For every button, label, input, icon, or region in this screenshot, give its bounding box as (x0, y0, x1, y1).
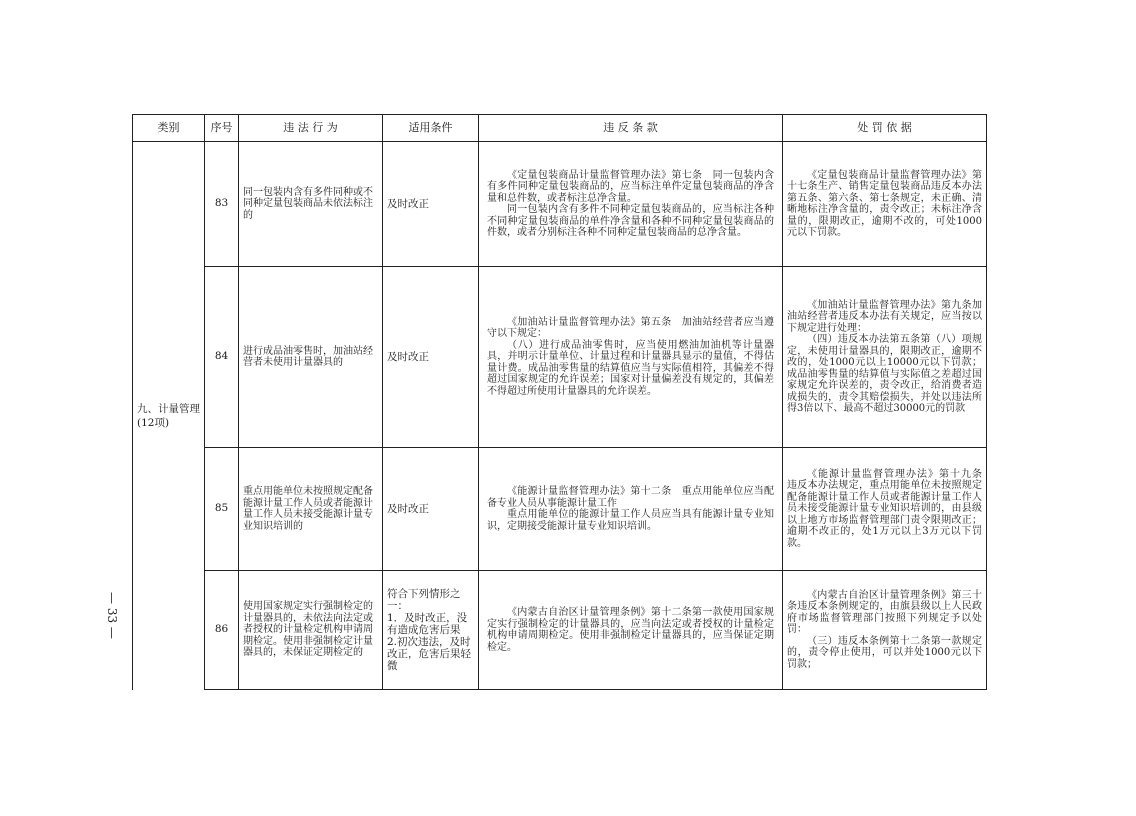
penalty-cell (783, 267, 987, 448)
condition-cell: 符合下列情形之一： 1．及时改正，没有造成危害后果 2.初次违法，及时改正，危害后果轻微 (383, 571, 479, 690)
penalty-cell (783, 571, 987, 690)
penalty-cell (783, 142, 987, 267)
seq-cell: 84 (205, 267, 239, 448)
header-seq: 序号 (205, 115, 239, 142)
penalty-paragraph: （三）违反本条例第十二条第一款规定的，责令停止使用，可以并处1000元以下罚款； (787, 635, 982, 670)
table-row (133, 142, 987, 267)
clause-cell (479, 267, 783, 448)
clause-cell (479, 448, 783, 571)
clause-paragraph: 《加油站计量监督管理办法》第五条 加油站经营者应当遵守以下规定： (487, 316, 774, 340)
violation-cell: 同一包装内含有多件同种或不同种定量包装商品未依法标注的 (239, 142, 383, 267)
violation-cell: 使用国家规定实行强制检定的计量器具的，未依法向法定或者授权的计量检定机构申请周期检定。使用非强制检定计量器具的，未保证定期检定的 (239, 571, 383, 690)
penalty-paragraph: 《加油站计量监督管理办法》第九条加油站经营者违反本办法有关规定，应当按以下规定进行处理： (787, 299, 982, 334)
clause-paragraph: 同一包装内含有多件不同种定量包装商品的，应当标注各种不同种定量包装商品的单件净含量和各种不同种定量包装商品的件数，或者分别标注各种不同种定量包装商品的总净含量。 (487, 204, 774, 238)
clause-paragraph: 《定量包装商品计量监督管理办法》第七条 同一包装内含有多件同种定量包装商品的，应当标注单件定量包装商品的净含量和总件数，或者标注总净含量。 (487, 169, 774, 204)
penalty-paragraph: 《能源计量监督管理办法》第十九条 违反本办法规定，重点用能单位未按照规定配备能源计量工作人员或者能源计量工作人员未接受能源计量专业知识培训的，由县级以上地方市场监督管理部门责令限期改正；逾期不改正的，处1万元以上3万元以下罚款。 (787, 468, 992, 549)
header-category: 类别 (133, 115, 205, 142)
clause-cell (479, 571, 783, 690)
header-violation: 违 法 行 为 (239, 115, 383, 142)
penalty-table (132, 114, 992, 690)
clause-paragraph: （八）进行成品油零售时，应当使用燃油加油机等计量器具，并明示计量单位、计量过程和计量器具显示的量值，不得估量计费。成品油零售量的结算值应当与实际值相符，其偏差不得超过国家规定的允许误差；国家对计量偏差没有规定的，其偏差不得超过所使用计量器具的允许误差。 (487, 339, 774, 397)
table-row (133, 267, 987, 448)
clause-cell (479, 142, 783, 267)
seq-cell: 85 (205, 448, 239, 571)
clause-paragraph: 《能源计量监督管理办法》第十二条 重点用能单位应当配备专业人员从事能源计量工作 (487, 486, 774, 509)
seq-cell: 83 (205, 142, 239, 267)
header-condition: 适用条件 (383, 115, 479, 142)
table-row (133, 571, 987, 690)
violation-cell: 进行成品油零售时，加油站经营者未使用计量器具的 (239, 267, 383, 448)
clause-paragraph: 重点用能单位的能源计量工作人员应当具有能源计量专业知识，定期接受能源计量专业知识培训。 (487, 509, 774, 532)
violation-cell: 重点用能单位未按照规定配备能源计量工作人员或者能源计量工作人员未接受能源计量专业知识培训的 (239, 448, 383, 571)
condition-cell: 及时改正 (383, 267, 479, 448)
condition-cell: 及时改正 (383, 142, 479, 267)
condition-cell: 及时改正 (383, 448, 479, 571)
table-row (133, 448, 987, 571)
header-penalty: 处 罚 依 据 (783, 115, 987, 142)
header-clause: 违 反 条 款 (479, 115, 783, 142)
penalty-paragraph: （四）违反本办法第五条第（八）项规定，未使用计量器具的，限期改正，逾期不改的，处1000元以上10000元以下罚款；成品油零售量的结算值与实际值之差超过国家规定允许误差的，责令改正，给消费者造成损失的，责令其赔偿损失，并处以违法所得3倍以下、最高不超过30000元的罚款 (787, 334, 982, 414)
page-number-text: — 33 — (105, 592, 119, 639)
penalty-paragraph: 《定量包装商品计量监督管理办法》第十七条生产、销售定量包装商品违反本办法第五条、第六条、第七条规定，未正确、清晰地标注净含量的，责令改正；未标注净含量的，限期改正，逾期不改的，可处1000元以下罚款。 (787, 169, 982, 238)
table-header-row (133, 115, 987, 142)
seq-cell: 86 (205, 571, 239, 690)
category-cell: 九、计量管理(12项) (133, 142, 205, 690)
clause-paragraph: 《内蒙古自治区计量管理条例》第十二条第一款使用国家规定实行强制检定的计量器具的，应当向法定或者授权的计量检定机构申请周期检定。使用非强制检定计量器具的，应当保证定期检定。 (487, 607, 774, 653)
penalty-paragraph: 《内蒙古自治区计量管理条例》第三十条违反本条例规定的，由旗县级以上人民政府市场监督管理部门按照下列规定予以处罚： (787, 589, 982, 636)
page-number (100, 592, 124, 642)
penalty-cell (783, 448, 992, 571)
